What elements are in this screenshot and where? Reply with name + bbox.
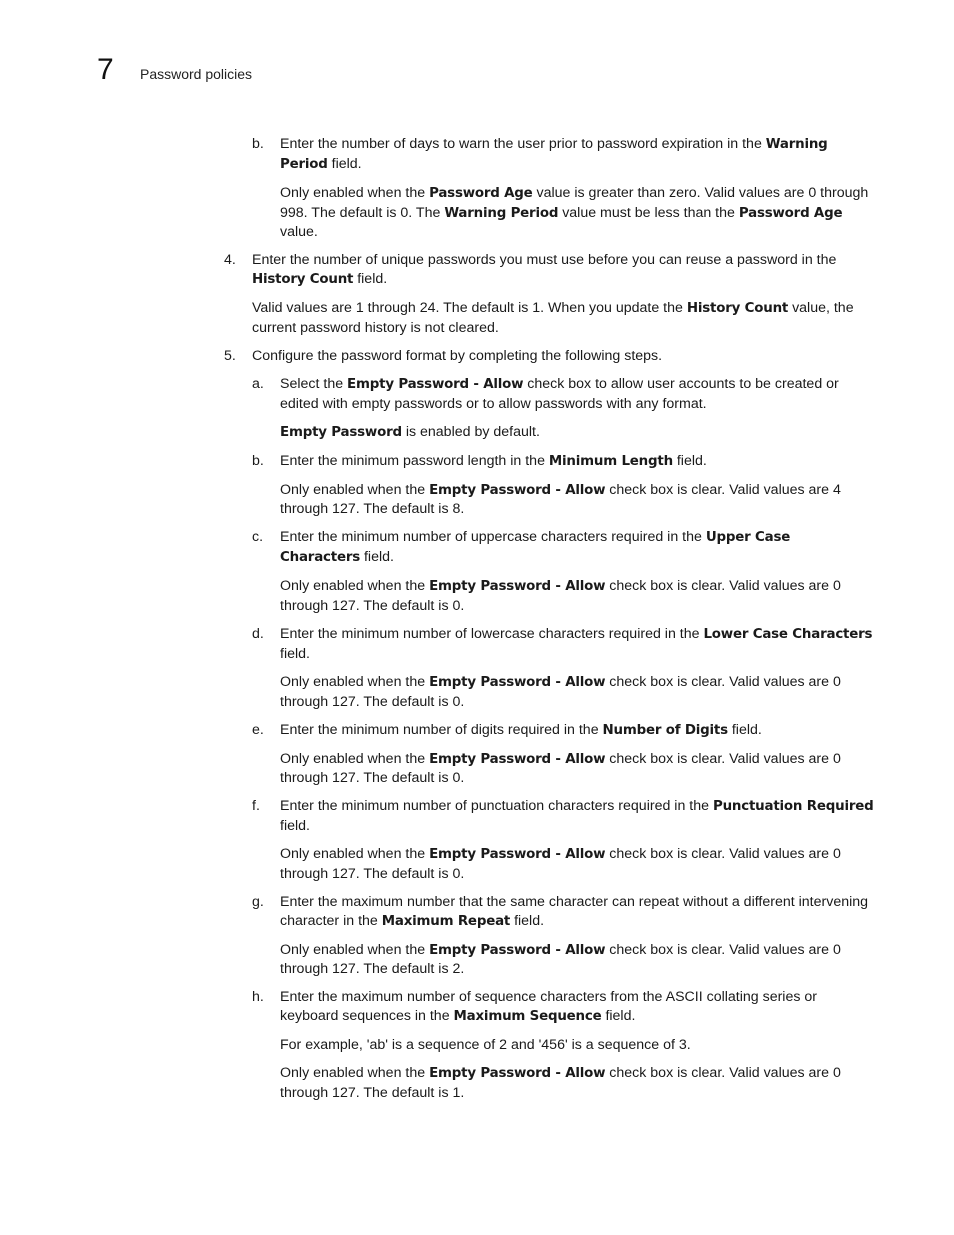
- text-run: Enter the minimum number of uppercase characters required in the: [280, 529, 706, 546]
- text-run: Enter the minimum number of punctuation characters required in the: [280, 798, 713, 815]
- ui-field-name: Number of Digits: [602, 722, 728, 738]
- ui-field-name: Empty Password - Allow: [429, 847, 606, 863]
- text-run: Enter the minimum number of digits required in the: [280, 721, 603, 738]
- step-marker: g.: [252, 893, 264, 910]
- running-header-title: Password policies: [140, 66, 253, 82]
- text-run: Enter the minimum number of lowercase characters required in the: [280, 626, 704, 642]
- step-marker: f.: [252, 798, 260, 815]
- step-paragraph: [280, 184, 874, 242]
- step-paragraph: [252, 299, 874, 338]
- text-run: check box is clear. Valid values are 0 through 127. The default is 0.: [280, 673, 841, 710]
- ui-field-name: Password Age: [429, 185, 533, 201]
- step-paragraph: [280, 1036, 874, 1055]
- text-run: value.: [280, 224, 318, 241]
- step-marker: a.: [252, 375, 264, 392]
- step-paragraph: [280, 941, 874, 980]
- text-run: check box is clear. Valid values are 0 through 127. The default is 1.: [280, 1065, 841, 1102]
- lettered-substep: [224, 452, 874, 520]
- text-run: Enter the maximum number of sequence characters from the ASCII collating series or keyboard sequences in the: [280, 989, 817, 1025]
- ui-field-name: History Count: [686, 301, 789, 317]
- text-run: check box to allow user accounts to be created or edited with empty passwords or to allow passwords with any format.: [280, 375, 839, 412]
- text-run: value, the current password history is not cleared.: [252, 300, 854, 336]
- ui-field-name: Empty Password - Allow: [429, 751, 606, 767]
- ui-field-name: Maximum Repeat: [381, 913, 511, 929]
- text-run: Enter the maximum number that the same character can repeat without a different intervening character in the: [280, 893, 869, 929]
- step-paragraph: [280, 452, 874, 472]
- text-run: field.: [280, 818, 310, 835]
- text-run: field.: [601, 1008, 636, 1025]
- text-run: Only enabled when the: [280, 673, 430, 690]
- text-run: check box is clear. Valid values are 0 through 127. The default is 2.: [280, 941, 841, 978]
- lettered-substep: [224, 988, 874, 1102]
- text-run: Configure the password format by completing the following steps.: [252, 347, 663, 364]
- step-paragraph: [280, 721, 874, 741]
- step-marker: b.: [252, 452, 264, 469]
- step-paragraph: [280, 375, 874, 414]
- step-paragraph: [280, 528, 874, 568]
- step-marker: d.: [252, 626, 264, 642]
- ui-field-name: Punctuation Required: [712, 799, 874, 815]
- text-run: check box is clear. Valid values are 4 through 127. The default is 8.: [280, 481, 841, 518]
- text-run: is enabled by default.: [401, 423, 540, 440]
- step-paragraph: [280, 750, 874, 789]
- ui-field-name: Empty Password - Allow: [429, 1066, 606, 1082]
- ui-field-name: Maximum Sequence: [453, 1009, 602, 1025]
- step-marker: 5.: [224, 347, 236, 364]
- step-paragraph: [280, 423, 874, 443]
- lettered-substep: [224, 721, 874, 789]
- text-run: field.: [672, 452, 707, 469]
- numbered-step: [224, 347, 874, 366]
- step-paragraph: [280, 893, 874, 932]
- step-paragraph: [280, 797, 874, 836]
- text-run: Valid values are 1 through 24. The default is 1. When you update the: [252, 300, 687, 317]
- text-run: Only enabled when the: [280, 481, 430, 498]
- step-paragraph: [280, 988, 874, 1027]
- text-run: field.: [510, 912, 545, 929]
- text-run: Only enabled when the: [280, 941, 430, 958]
- lettered-substep: [224, 135, 874, 242]
- lettered-substep: [224, 797, 874, 883]
- ui-field-name: Warning Period: [444, 205, 559, 221]
- ui-field-name: Empty Password - Allow: [429, 482, 606, 498]
- ui-field-name: Empty Password - Allow: [429, 579, 606, 595]
- text-run: Enter the number of days to warn the user prior to password expiration in the: [280, 136, 766, 152]
- ui-field-name: Lower Case Characters: [703, 627, 873, 642]
- ui-field-name: Warning Period: [280, 137, 828, 172]
- step-paragraph: [280, 1064, 874, 1103]
- lettered-substep: [224, 375, 874, 443]
- text-run: check box is clear. Valid values are 0 through 127. The default is 0.: [280, 846, 841, 882]
- text-run: For example, 'ab' is a sequence of 2 and '456' is a sequence of 3.: [280, 1037, 691, 1054]
- text-run: field.: [360, 549, 394, 566]
- text-run: Only enabled when the: [280, 184, 430, 201]
- ui-field-name: Empty Password - Allow: [429, 942, 606, 958]
- ui-field-name: Upper Case Characters: [280, 530, 791, 566]
- step-paragraph: [252, 251, 874, 290]
- lettered-substep: [224, 625, 874, 711]
- ui-field-name: Password Age: [738, 205, 843, 221]
- ui-field-name: Empty Password - Allow: [347, 376, 524, 392]
- text-run: Only enabled when the: [280, 846, 430, 863]
- text-run: field.: [327, 155, 362, 172]
- text-run: Only enabled when the: [280, 750, 430, 767]
- lettered-substep: [224, 528, 874, 615]
- step-marker: 4.: [224, 252, 236, 269]
- text-run: Only enabled when the: [280, 578, 430, 595]
- step-paragraph: [280, 673, 874, 712]
- text-run: field.: [280, 645, 310, 662]
- text-run: Select the: [280, 375, 348, 392]
- ui-field-name: Empty Password: [280, 424, 402, 440]
- step-paragraph: [280, 625, 874, 664]
- step-marker: c.: [252, 529, 264, 546]
- step-marker: e.: [252, 721, 264, 738]
- text-run: Enter the number of unique passwords you must use before you can reuse a password in the: [252, 252, 837, 269]
- chapter-number: 7: [97, 53, 114, 86]
- step-paragraph: [252, 347, 874, 366]
- step-paragraph: [280, 577, 874, 616]
- step-marker: h.: [252, 989, 264, 1006]
- text-run: Enter the minimum password length in the: [280, 452, 549, 469]
- numbered-step: [224, 251, 874, 337]
- step-paragraph: [280, 135, 874, 175]
- text-run: field.: [727, 721, 762, 738]
- step-paragraph: [280, 481, 874, 520]
- procedure-body: [224, 135, 874, 1112]
- text-run: check box is clear. Valid values are 0 through 127. The default is 0.: [280, 578, 841, 615]
- text-run: value must be less than the: [558, 204, 739, 221]
- text-run: field.: [353, 271, 388, 288]
- ui-field-name: History Count: [252, 272, 354, 288]
- step-paragraph: [280, 845, 874, 884]
- lettered-substep: [224, 893, 874, 979]
- text-run: value is greater than zero. Valid values are 0 through 998. The default is 0. The: [280, 184, 869, 221]
- ui-field-name: Empty Password - Allow: [429, 674, 606, 690]
- text-run: Only enabled when the: [280, 1065, 430, 1082]
- step-marker: b.: [252, 136, 264, 152]
- text-run: check box is clear. Valid values are 0 through 127. The default is 0.: [280, 750, 841, 787]
- ui-field-name: Minimum Length: [548, 453, 673, 469]
